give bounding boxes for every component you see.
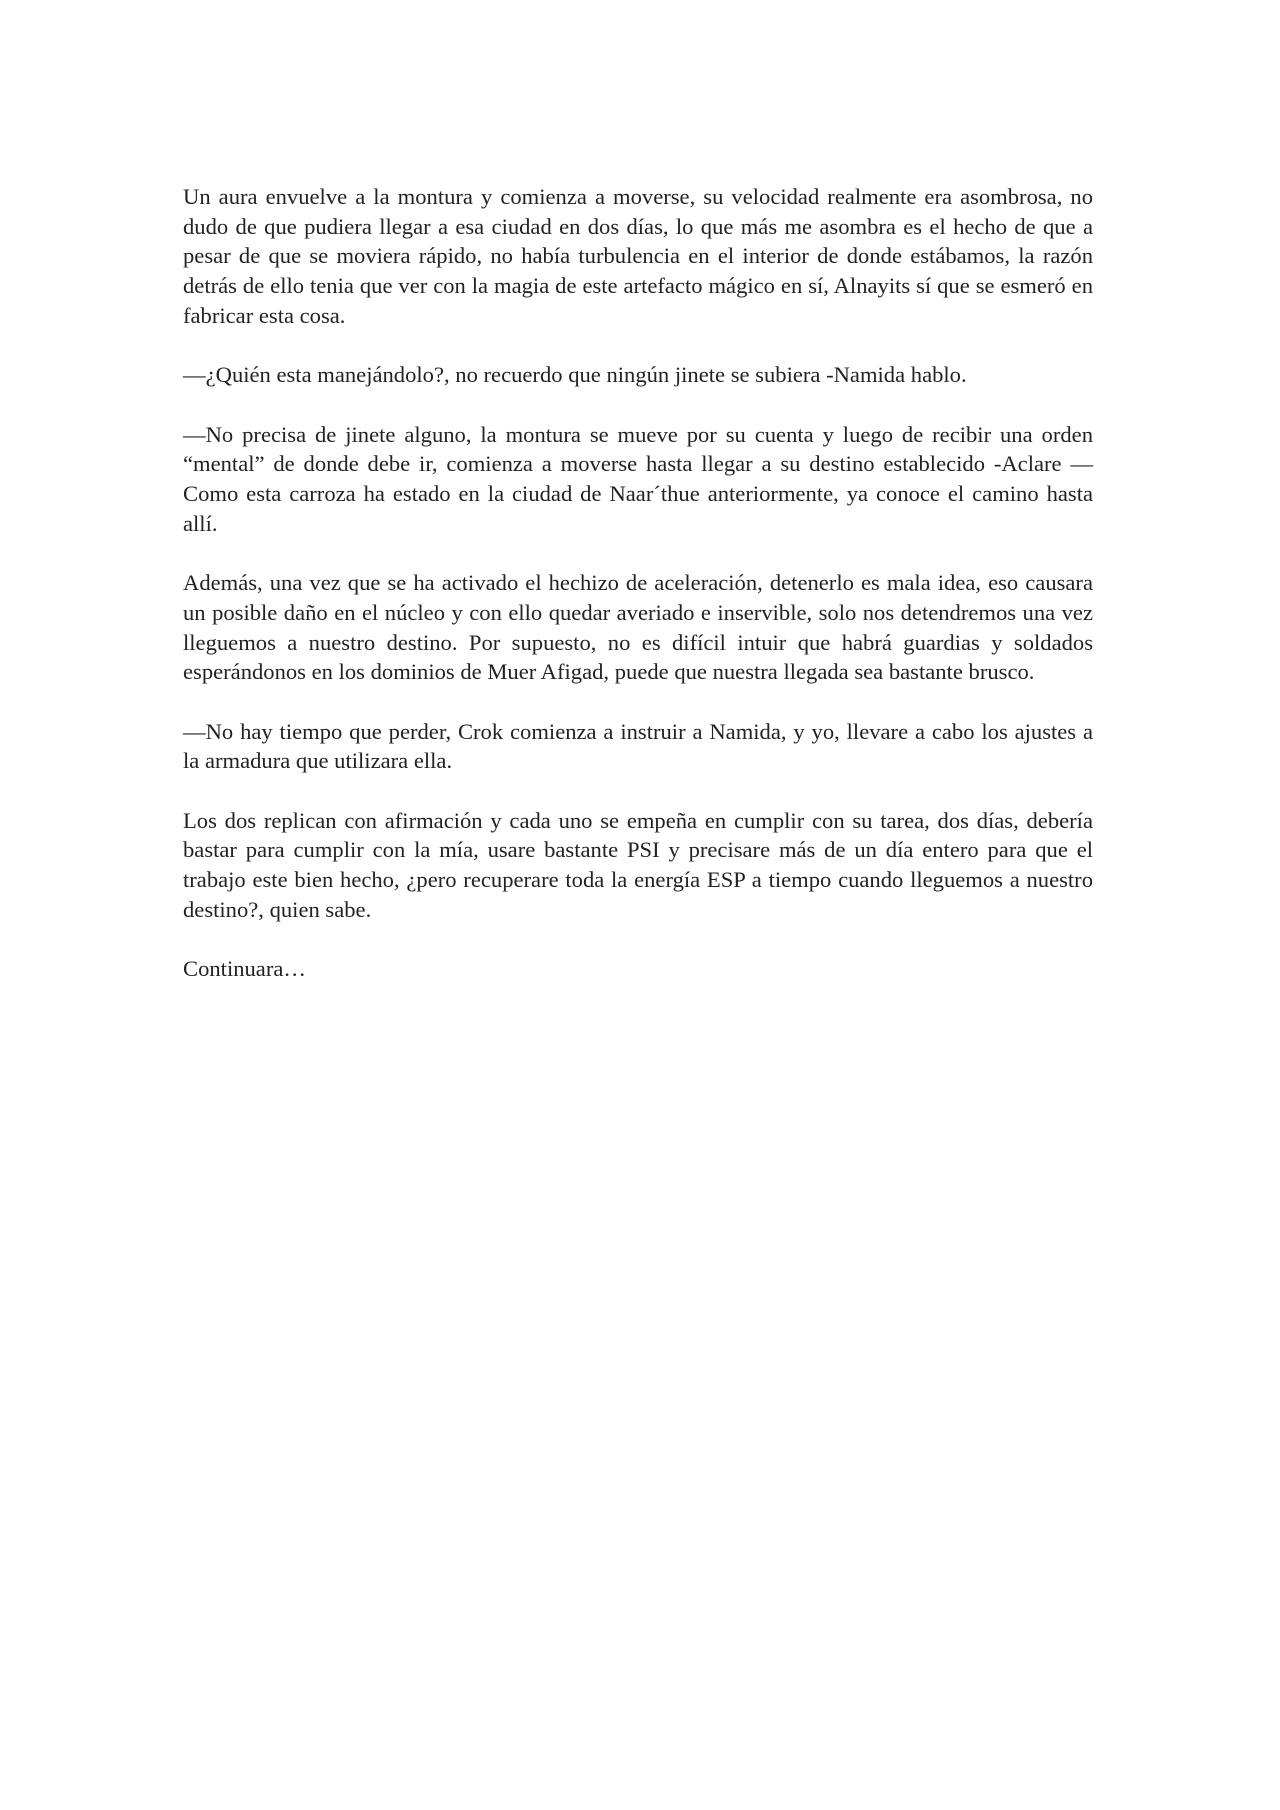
paragraph-4: Además, una vez que se ha activado el hechizo de aceleración, detenerlo es mala idea, eso causara un posible daño en el núcleo y con ello quedar averiado e inservible, solo nos detendremos una vez lleguemos a nuestro destino. Por supuesto, no es difícil intuir que habrá guardias y soldados esperándonos en los dominios de Muer Afigad, puede que nuestra llegada sea bastante brusco. — [183, 570, 1093, 685]
paragraph-5: —No hay tiempo que perder, Crok comienza a instruir a Namida, y yo, llevare a cabo los ajustes a la armadura que utilizara ella. — [183, 718, 1093, 774]
paragraph-2: —¿Quién esta manejándolo?, no recuerdo que ningún jinete se subiera -Namida hablo. — [183, 362, 967, 388]
document-body — [183, 182, 1093, 1014]
closing-line: Continuara… — [183, 956, 306, 982]
paragraph-6: Los dos replican con afirmación y cada uno se empeña en cumplir con su tarea, dos días, debería bastar para cumplir con la mía, usare bastante PSI y precisare más de un día entero para que el trabajo este bien hecho, ¿pero recuperare toda la energía ESP a tiempo cuando lleguemos a nuestro destino?, quien sabe. — [183, 807, 1093, 922]
paragraph-3: —No precisa de jinete alguno, la montura se mueve por su cuenta y luego de recibir una orden “mental” de donde debe ir, comienza a moverse hasta llegar a su destino establecido -Aclare —Como esta carroza ha estado en la ciudad de Naar´thue anteriormente, ya conoce el camino hasta allí. — [183, 421, 1093, 536]
paragraph-1: Un aura envuelve a la montura y comienza a moverse, su velocidad realmente era asombrosa, no dudo de que pudiera llegar a esa ciudad en dos días, lo que más me asombra es el hecho de que a pesar de que se moviera rápido, no había turbulencia en el interior de donde estábamos, la razón detrás de ello tenia que ver con la magia de este artefacto mágico en sí, Alnayits sí que se esmeró en fabricar esta cosa. — [183, 184, 1093, 328]
